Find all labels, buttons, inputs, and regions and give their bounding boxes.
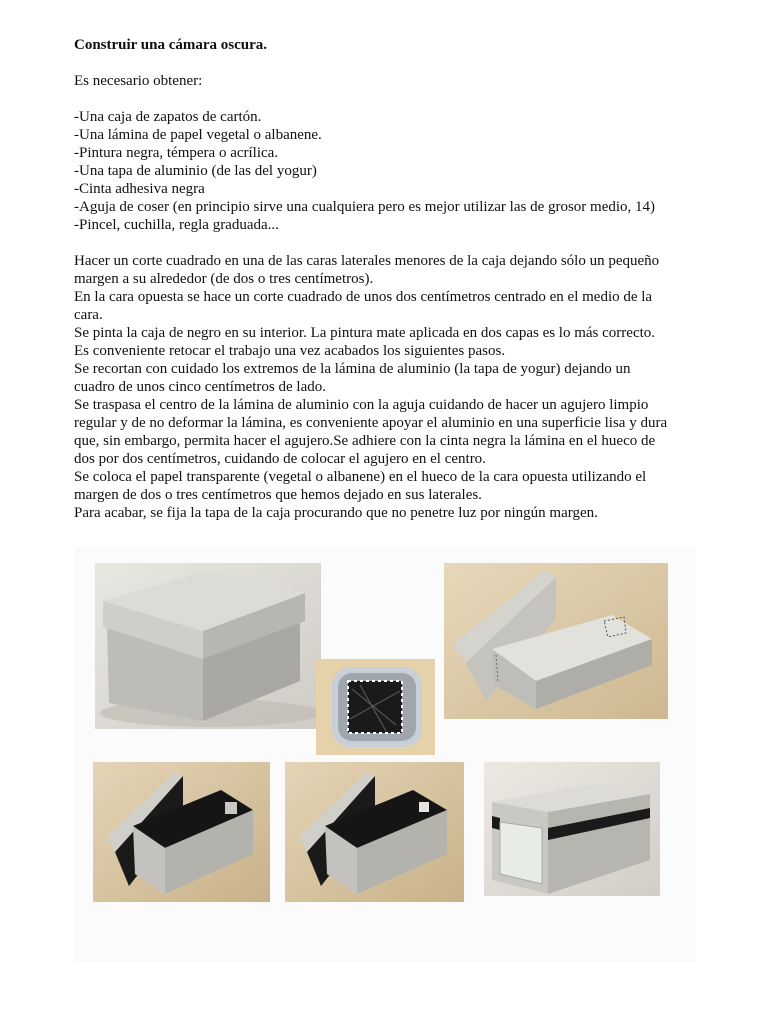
instruction-line: Se pinta la caja de negro en su interior. La pintura mate aplicada en dos capas es lo más correcto. — [74, 325, 656, 341]
material-item: -Aguja de coser (en principio sirve una cualquiera pero es mejor utilizar las de grosor medio, 14) — [74, 199, 656, 215]
photo-collage — [74, 546, 696, 962]
instruction-line: Se traspasa el centro de la lámina de aluminio con la aguja cuidando de hacer un agujero limpio — [74, 397, 649, 413]
instruction-line: que, sin embargo, permita hacer el agujero.Se adhiere con la cinta negra la lámina en el hueco de — [74, 433, 656, 449]
material-item: -Una lámina de papel vegetal o albanene. — [74, 127, 322, 143]
finished-camera-photo — [484, 762, 660, 896]
instruction-line: cara. — [74, 307, 103, 323]
document-body — [74, 36, 698, 522]
instruction-line: Para acabar, se fija la tapa de la caja procurando que no penetre luz por ningún margen. — [74, 505, 598, 521]
material-item: -Pincel, cuchilla, regla graduada... — [74, 217, 279, 233]
instruction-line: En la cara opuesta se hace un corte cuadrado de unos dos centímetros centrado en el medio de la — [74, 289, 653, 305]
open-box-photo — [444, 563, 668, 719]
material-item: -Pintura negra, témpera o acrílica. — [74, 145, 279, 161]
aluminium-lid-photo — [316, 659, 435, 755]
instructions-paragraph — [74, 252, 698, 522]
instruction-line: dos por dos centímetros, cuidando de colocar el agujero en el centro. — [74, 451, 486, 467]
instruction-line: Se coloca el papel transparente (vegetal o albanene) en el hueco de la cara opuesta utilizando el — [74, 469, 647, 485]
material-item: -Una tapa de aluminio (de las del yogur) — [74, 163, 317, 179]
painted-box-photo-1 — [93, 762, 270, 902]
instruction-line: Se recortan con cuidado los extremos de la lámina de aluminio (la tapa de yogur) dejando un — [74, 361, 631, 377]
material-item: -Una caja de zapatos de cartón. — [74, 109, 262, 125]
closed-box-photo — [95, 563, 321, 729]
instruction-line: cuadro de unos cinco centímetros de lado. — [74, 379, 326, 395]
instruction-line: regular y de no deformar la lámina, es conveniente apoyar el aluminio en una superficie lisa y dura — [74, 415, 668, 431]
instruction-line: margen de dos o tres centímetros que hemos dejado en sus laterales. — [74, 487, 482, 503]
painted-box-photo-2 — [285, 762, 464, 902]
instruction-line: Hacer un corte cuadrado en una de las caras laterales menores de la caja dejando sólo un pequeño — [74, 253, 660, 269]
intro-line: Es necesario obtener: — [74, 73, 203, 89]
material-item: -Cinta adhesiva negra — [74, 181, 205, 197]
instruction-line: Es conveniente retocar el trabajo una vez acabados los siguientes pasos. — [74, 343, 506, 359]
instruction-line: margen a su alrededor (de dos o tres centímetros). — [74, 271, 374, 287]
document-title: Construir una cámara oscura. — [74, 37, 268, 53]
